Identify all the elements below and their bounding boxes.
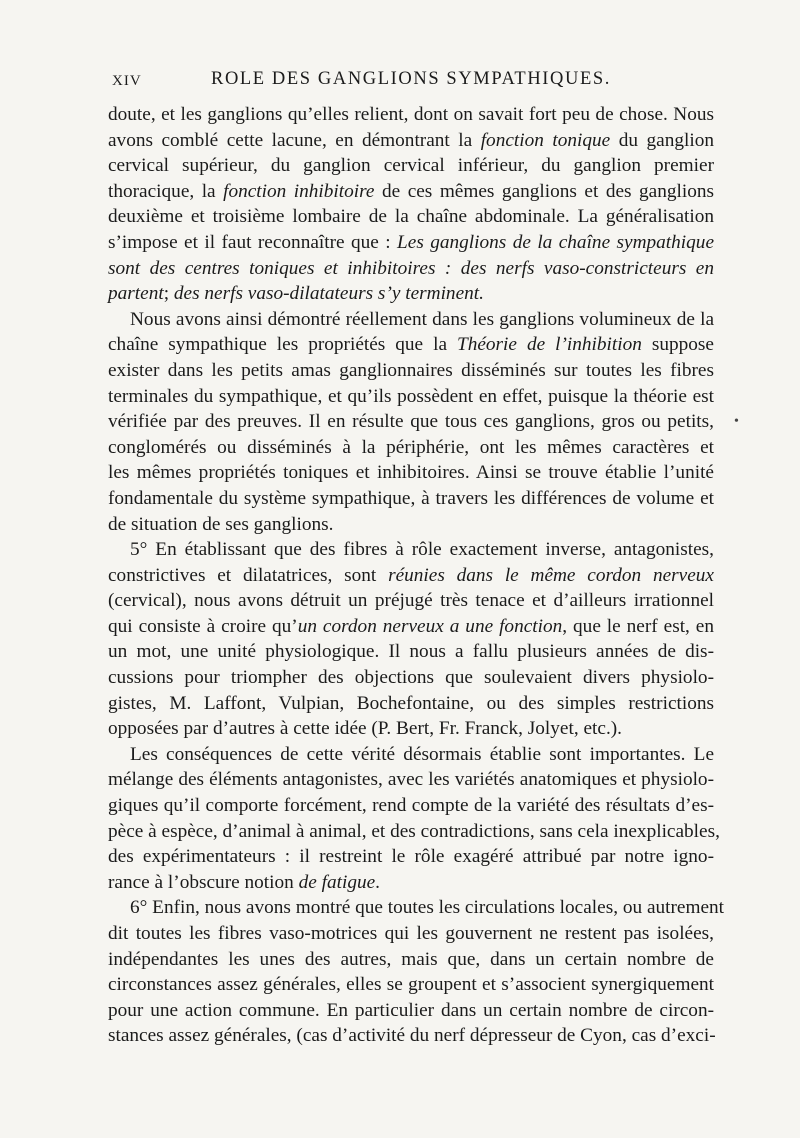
text-segment: avons comblé cette lacune, en démontrant la <box>108 129 481 151</box>
text-segment: constrictives et dilatatrices, sont <box>108 564 389 586</box>
text-line: circonstances assez générales, elles se groupent et s’associent synergiquement <box>108 974 714 996</box>
italic-text: des nerfs vaso-dilatateurs s’y terminent. <box>173 283 484 305</box>
text-line: conglomérés ou disséminés à la périphérie, ont les mêmes caractères et <box>108 436 714 458</box>
text-line <box>108 230 714 256</box>
text-line: giques qu’il comporte forcément, rend compte de la variété des résultats d’es- <box>108 795 714 817</box>
text-line: 6° Enfin, nous avons montré que toutes les circulations locales, ou autrement <box>130 897 725 919</box>
text-line: opposées par d’autres à cette idée (P. Bert, Fr. Franck, Jolyet, etc.). <box>108 718 623 740</box>
text-line: un mot, une unité physiologique. Il nous a fallu plusieurs années de dis- <box>108 641 714 663</box>
italic-text: partent <box>108 283 164 305</box>
text-line: stances assez générales, (cas d’activité du nerf dépresseur de Cyon, cas d’exci- <box>108 1025 716 1047</box>
page-header <box>108 69 714 99</box>
text-line <box>108 332 714 358</box>
text-line: Les conséquences de cette vérité désormais établie sont importantes. Le <box>130 743 714 765</box>
text-line: terminales du sympathique, et qu’ils possèdent en effet, puisque la théorie est <box>108 385 714 407</box>
text-line: indépendantes les unes des autres, mais que, dans un certain nombre de <box>108 948 714 970</box>
italic-text: Théorie de l’inhibition <box>456 334 642 356</box>
text-line <box>108 256 714 282</box>
text-segment: thoracique, la <box>108 180 224 202</box>
italic-text: réunies dans le même cordon nerveux <box>388 564 714 586</box>
text-line: dit toutes les fibres vaso-motrices qui les gouvernent ne restent pas isolées, <box>108 923 714 944</box>
text-line <box>108 128 714 154</box>
text-segment: qui consiste à croire qu’ <box>108 615 298 637</box>
text-line: les mêmes propriétés toniques et inhibitoires. Ainsi se trouve établie l’unité <box>108 462 714 484</box>
page-number: XIV <box>112 73 142 89</box>
italic-text: Les ganglions de la chaîne sympathique <box>397 231 714 253</box>
italic-text: de fatigue <box>298 871 376 893</box>
text-line <box>108 563 714 589</box>
text-segment: rance à l’obscure notion <box>108 871 299 893</box>
italic-text: fonction inhibitoire <box>223 180 375 202</box>
text-segment: s’impose et il faut reconnaître que : <box>108 231 398 253</box>
text-line: exister dans les petits amas ganglionnaires disséminés sur toutes les fibres <box>108 359 714 381</box>
text-line <box>108 614 714 640</box>
italic-text: un cordon nerveux a une fonction <box>297 615 563 637</box>
text-line: Nous avons ainsi démontré réellement dans les ganglions volumineux de la <box>130 308 714 330</box>
text-line: fondamentale du système sympathique, à travers les différences de volume et <box>108 487 714 509</box>
text-line: gistes, M. Laffont, Vulpian, Bochefontaine, ou des simples restrictions <box>108 692 714 714</box>
text-line: pour une action commune. En particulier dans un certain nombre de circon- <box>108 999 714 1021</box>
italic-text: fonction tonique <box>480 129 611 151</box>
text-line: mélange des éléments antagonistes, avec les variétés anatomiques et physiolo- <box>108 769 714 791</box>
text-line <box>108 870 714 896</box>
text-line: doute, et les ganglions qu’elles relient, dont on savait fort peu de chose. Nous <box>108 104 714 125</box>
text-segment: , que le nerf est, en <box>562 615 715 637</box>
italic-text: sont des centres toniques et inhibitoires : des nerfs vaso-constricteurs en <box>108 257 714 279</box>
text-segment: de ces mêmes ganglions et des ganglions <box>374 180 714 202</box>
text-line: vérifiée par des preuves. Il en résulte que tous ces ganglions, gros ou petits, <box>108 411 714 433</box>
running-title: ROLE DES GANGLIONS SYMPATHIQUES. <box>211 69 611 89</box>
margin-mark: • <box>734 414 739 429</box>
text-segment: suppose <box>641 334 714 356</box>
text-line: pèce à espèce, d’animal à animal, et des contradictions, sans cela inexplicables, <box>108 820 720 842</box>
body-text <box>108 102 725 1049</box>
text-line <box>108 179 714 205</box>
text-line: cervical supérieur, du ganglion cervical inférieur, du ganglion premier <box>108 155 714 177</box>
text-segment: chaîne sympathique les propriétés que la <box>108 334 457 356</box>
text-line: (cervical), nous avons détruit un préjugé très tenace et d’ailleurs irrationnel <box>108 590 714 612</box>
text-line: des expérimentateurs : il restreint le rôle exagéré attribué par notre igno- <box>108 846 714 868</box>
text-segment: ; <box>163 283 174 305</box>
text-segment: . <box>375 871 380 893</box>
text-line: cussions pour triompher des objections que soulevaient divers physiolo- <box>108 667 714 689</box>
text-line: 5° En établissant que des fibres à rôle exactement inverse, antagonistes, <box>130 539 714 561</box>
text-segment: du ganglion <box>610 129 714 151</box>
text-line: deuxième et troisième lombaire de la chaîne abdominale. La généralisation <box>108 206 714 228</box>
text-line <box>108 281 714 307</box>
text-line: de situation de ses ganglions. <box>108 513 334 535</box>
